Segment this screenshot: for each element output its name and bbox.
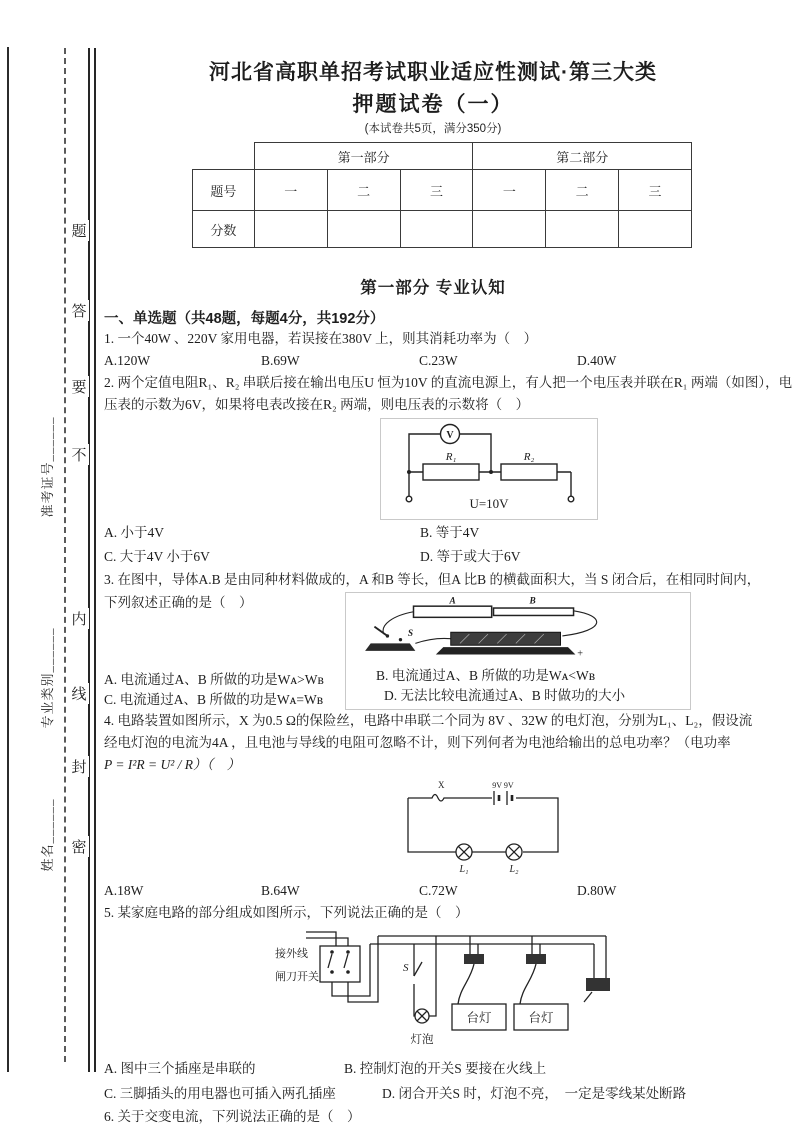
question-4-text: 经电灯泡的电流为4A ，且电池与导线的电阻可忽略不计，则下列何者为电池给输出的总电功率？（电功率	[104, 735, 731, 750]
q5-circuit-svg	[274, 926, 610, 1052]
seal-char: 线	[69, 683, 89, 704]
lamp-l1-label: L₁	[459, 864, 469, 874]
question-1-text: 1. 一个40W 、220V 家用电器，若误接在380V 上，则其消耗功率为（ ）	[104, 331, 538, 346]
option-b: B. 控制灯泡的开关S 要接在火线上	[344, 1061, 547, 1076]
switch-s-label: S	[407, 628, 414, 639]
seal-char: 要	[69, 376, 89, 397]
question-2-text: 压表的示数为6V，如果将电表改接在R₂ 两端，则电压表的示数将（ ）	[104, 397, 530, 412]
paper-note: (本试卷共5页，满分350分)	[364, 123, 502, 135]
option-a: A.18W	[104, 883, 144, 898]
option-c: C.23W	[419, 353, 458, 368]
option-b: B. 等于4V	[420, 525, 480, 540]
conductor-b-icon	[494, 608, 574, 615]
score-cell-empty	[254, 211, 327, 248]
knife-switch-icon	[320, 946, 360, 982]
conductor-a-label: A	[449, 596, 456, 607]
score-cell-empty	[473, 211, 546, 248]
q5-household-circuit-figure	[274, 926, 610, 1056]
seal-double-line	[88, 48, 90, 1072]
battery-base	[436, 647, 576, 654]
question-3-text: 3. 在图中，导体A.B 是由同种材料做成的，A 和B 等长，但A 比B 的横截面积大，当 S 闭合后，在相同时间内，	[104, 572, 761, 587]
seal-double-line	[94, 48, 96, 1072]
socket-3-icon	[586, 978, 610, 991]
question-3-figure-box	[345, 592, 691, 710]
score-col: 二	[327, 170, 400, 211]
fuse-icon	[408, 795, 492, 802]
voltmeter-label: V	[446, 430, 454, 441]
question-2-text: 2. 两个定值电阻R₁、R₂ 串联后接在输出电压U 恒为10V 的直流电源上，有人把一个电压表并联在R₁ 两端（如图），电	[104, 375, 793, 390]
score-part1-header: 第一部分	[254, 143, 473, 170]
battery-plus-label: +	[577, 648, 584, 660]
q3-conductors-figure	[364, 595, 664, 662]
option-b: B.64W	[261, 883, 300, 898]
table-lamp-1-label: 台灯	[466, 1011, 492, 1025]
seal-char: 密	[69, 836, 89, 857]
q2-circuit-svg	[389, 422, 589, 512]
question-5-text: 5. 某家庭电路的部分组成如图所示，下列说法正确的是（ ）	[104, 905, 469, 920]
field-exam-number: 准考证号______	[40, 416, 55, 518]
outer-line-label: 接外线	[275, 948, 308, 960]
score-col: 三	[619, 170, 692, 211]
score-col: 三	[400, 170, 473, 211]
seal-char: 内	[69, 608, 89, 629]
option-d: D. 等于或大于6V	[420, 549, 521, 564]
table-row	[193, 170, 692, 211]
section-heading: 第一部分 专业认知	[360, 279, 506, 297]
score-col: 一	[473, 170, 546, 211]
bulb-label: 灯泡	[410, 1034, 434, 1046]
battery-icon	[451, 632, 561, 645]
question-5-options	[104, 1081, 762, 1106]
option-a: A. 图中三个插座是串联的	[104, 1061, 256, 1076]
score-part2-header: 第二部分	[473, 143, 692, 170]
conductor-b-label: B	[529, 596, 536, 607]
table-lamp-2-label: 台灯	[528, 1011, 554, 1025]
paper-subtitle: 押题试卷（一）	[352, 93, 514, 116]
option-a: A.120W	[104, 353, 151, 368]
question-3-block	[104, 592, 762, 710]
table-row	[193, 143, 692, 170]
question-2-options	[104, 521, 762, 569]
seal-dashed-line	[64, 48, 66, 1062]
seal-char: 封	[69, 756, 89, 777]
score-cell-empty	[619, 211, 692, 248]
score-cell-empty	[327, 211, 400, 248]
score-row-label: 题号	[193, 170, 255, 211]
score-row-label: 分数	[193, 211, 255, 248]
score-corner-cell	[193, 143, 255, 170]
option-d: D.40W	[577, 353, 617, 368]
resistor-r2-label: R₂	[523, 451, 535, 463]
fuse-x-label: X	[438, 780, 445, 790]
option-a: A. 电流通过A、B 所做的功是Wᴀ>Wʙ	[104, 672, 324, 687]
q2-circuit-figure	[380, 418, 598, 520]
option-d: D.80W	[577, 883, 617, 898]
option-c: C. 三脚插头的用电器也可插入两孔插座	[104, 1086, 336, 1101]
switch-base	[365, 643, 415, 650]
score-col: 一	[254, 170, 327, 211]
resistor-r1-label: R₁	[445, 451, 457, 463]
question-4-text: 4. 电路装置如图所示，X 为0.5 Ω的保险丝，电路中串联二个同为 8V 、32W 的电灯泡，分别为L₁、L₂，假设流	[104, 713, 753, 728]
switch-s-label: S	[403, 962, 409, 974]
question-4-options	[104, 880, 762, 902]
seal-char: 答	[69, 300, 89, 321]
option-b: B. 电流通过A、B 所做的功是Wᴀ<Wʙ	[376, 668, 596, 683]
voltage-label: U=10V	[469, 496, 509, 511]
question-4-text: P = I²R = U² / R）（ ）	[104, 757, 241, 772]
seal-char: 题	[69, 220, 89, 241]
score-table	[192, 142, 692, 248]
table-row	[193, 211, 692, 248]
conductor-a-icon	[414, 606, 492, 617]
option-d: D. 闭合开关S 时，灯泡不亮， 一定是零线某处断路	[382, 1086, 687, 1101]
field-major-category: 专业类别______	[40, 627, 55, 729]
question-3-text: 下列叙述正确的是（ ）	[104, 595, 253, 610]
seal-char: 不	[69, 444, 89, 465]
question-1-options	[104, 350, 762, 372]
option-d: D. 无法比较电流通过A、B 时做功的大小	[384, 688, 626, 703]
score-cell-empty	[546, 211, 619, 248]
score-cell-empty	[400, 211, 473, 248]
socket-1-icon	[464, 954, 484, 964]
option-c: C.72W	[419, 883, 458, 898]
q4-circuit-svg	[388, 778, 578, 874]
option-a: A. 小于4V	[104, 525, 164, 540]
option-c: C. 电流通过A、B 所做的功是Wᴀ=Wʙ	[104, 692, 324, 707]
socket-2-icon	[526, 954, 546, 964]
paper-title: 河北省高职单招考试职业适应性测试·第三大类	[209, 61, 657, 84]
score-col: 二	[546, 170, 619, 211]
battery-label: 9V 9V	[492, 781, 514, 790]
option-b: B.69W	[261, 353, 300, 368]
knife-switch-label: 闸刀开关	[275, 971, 319, 983]
paper-content	[104, 50, 793, 1128]
question-3-left	[104, 592, 345, 710]
q4-circuit-figure	[388, 778, 578, 878]
lamp-l2-label: L₂	[509, 864, 519, 874]
field-name: 姓名______	[40, 798, 55, 872]
page-edge-line	[7, 47, 9, 1072]
question-5-options	[104, 1056, 762, 1081]
option-c: C. 大于4V 小于6V	[104, 549, 210, 564]
question-6-text: 6. 关于交变电流，下列说法正确的是（ ）	[104, 1109, 361, 1124]
section-subheading: 一、单选题（共48题，每题4分，共192分）	[104, 311, 385, 327]
